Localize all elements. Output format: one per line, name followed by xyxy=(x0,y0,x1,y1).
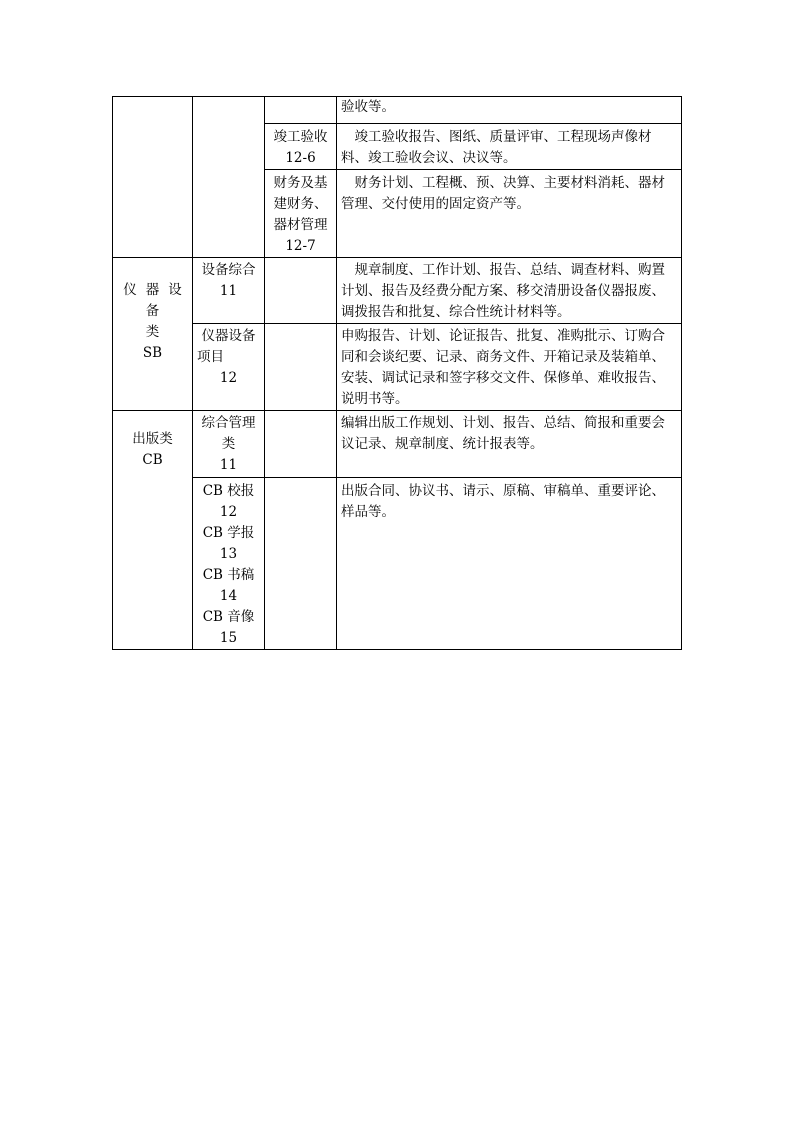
code-line: 竣工验收 xyxy=(273,129,328,145)
code-cell xyxy=(265,324,337,411)
description-cell: 编辑出版工作规划、计划、报告、总结、简报和重要会议记录、规章制度、统计报表等。 xyxy=(337,411,682,478)
category-cell-cb xyxy=(113,411,193,650)
subcategory-line: 15 xyxy=(219,630,238,646)
code-cell xyxy=(265,478,337,650)
subcategory-line: 11 xyxy=(219,457,238,473)
subcategory-line: 综合管理 xyxy=(201,415,256,431)
code-cell xyxy=(265,258,337,324)
subcategory-line: 项目 xyxy=(197,349,224,365)
table-row xyxy=(113,258,682,324)
code-cell xyxy=(265,124,337,170)
code-line: 12-7 xyxy=(285,238,316,254)
subcategory-line: 13 xyxy=(219,546,238,562)
code-cell xyxy=(265,411,337,478)
table-row xyxy=(113,478,682,650)
subcategory-line: 仪器设备 xyxy=(201,328,256,344)
description-cell: 规章制度、工作计划、报告、总结、调查材料、购置计划、报告及经费分配方案、移交清册设备仪器报废、调拨报告和批复、综合性统计材料等。 xyxy=(337,258,682,324)
subcategory-cell xyxy=(193,258,265,324)
category-cell-empty xyxy=(113,97,193,258)
subcategory-cell xyxy=(193,478,265,650)
subcategory-line: 设备综合 xyxy=(201,262,256,278)
subcategory-line: 11 xyxy=(219,283,238,299)
subcategory-line: 14 xyxy=(219,588,238,604)
subcategory-cell-empty xyxy=(193,97,265,258)
code-line: 财务及基 xyxy=(273,175,328,191)
table-row xyxy=(113,324,682,411)
archive-classification-table xyxy=(112,96,682,650)
description-cell: 财务计划、工程概、预、决算、主要材料消耗、器材管理、交付使用的固定资产等。 xyxy=(337,170,682,258)
category-code: CB xyxy=(142,452,163,468)
description-cell: 竣工验收报告、图纸、质量评审、工程现场声像材料、竣工验收会议、决议等。 xyxy=(337,124,682,170)
subcategory-cell xyxy=(193,411,265,478)
subcategory-line: 类 xyxy=(221,436,236,452)
subcategory-line: CB 校报 xyxy=(202,483,255,499)
code-cell xyxy=(265,97,337,124)
category-name: 出版类 xyxy=(132,431,173,447)
code-line: 12-6 xyxy=(285,150,316,166)
table-row xyxy=(113,411,682,478)
subcategory-line: 12 xyxy=(219,370,238,386)
table-row xyxy=(113,97,682,124)
code-line: 建财务、 xyxy=(273,196,328,212)
category-cell-sb xyxy=(113,258,193,411)
subcategory-line: 12 xyxy=(219,504,238,520)
code-cell xyxy=(265,170,337,258)
subcategory-line: CB 音像 xyxy=(202,609,255,625)
category-code: SB xyxy=(142,345,163,361)
description-cell: 验收等。 xyxy=(337,97,682,124)
description-cell: 申购报告、计划、论证报告、批复、准购批示、订购合同和会谈纪要、记录、商务文件、开箱记录及装箱单、安装、调试记录和签字移交文件、保修单、难收报告、说明书等。 xyxy=(337,324,682,411)
subcategory-line: CB 书稿 xyxy=(202,567,255,583)
category-name: 仪器设备 xyxy=(123,282,191,319)
category-name-cont: 类 xyxy=(145,324,160,340)
subcategory-cell xyxy=(193,324,265,411)
code-line: 器材管理 xyxy=(273,217,328,233)
subcategory-line: CB 学报 xyxy=(202,525,255,541)
description-cell: 出版合同、协议书、请示、原稿、审稿单、重要评论、样品等。 xyxy=(337,478,682,650)
